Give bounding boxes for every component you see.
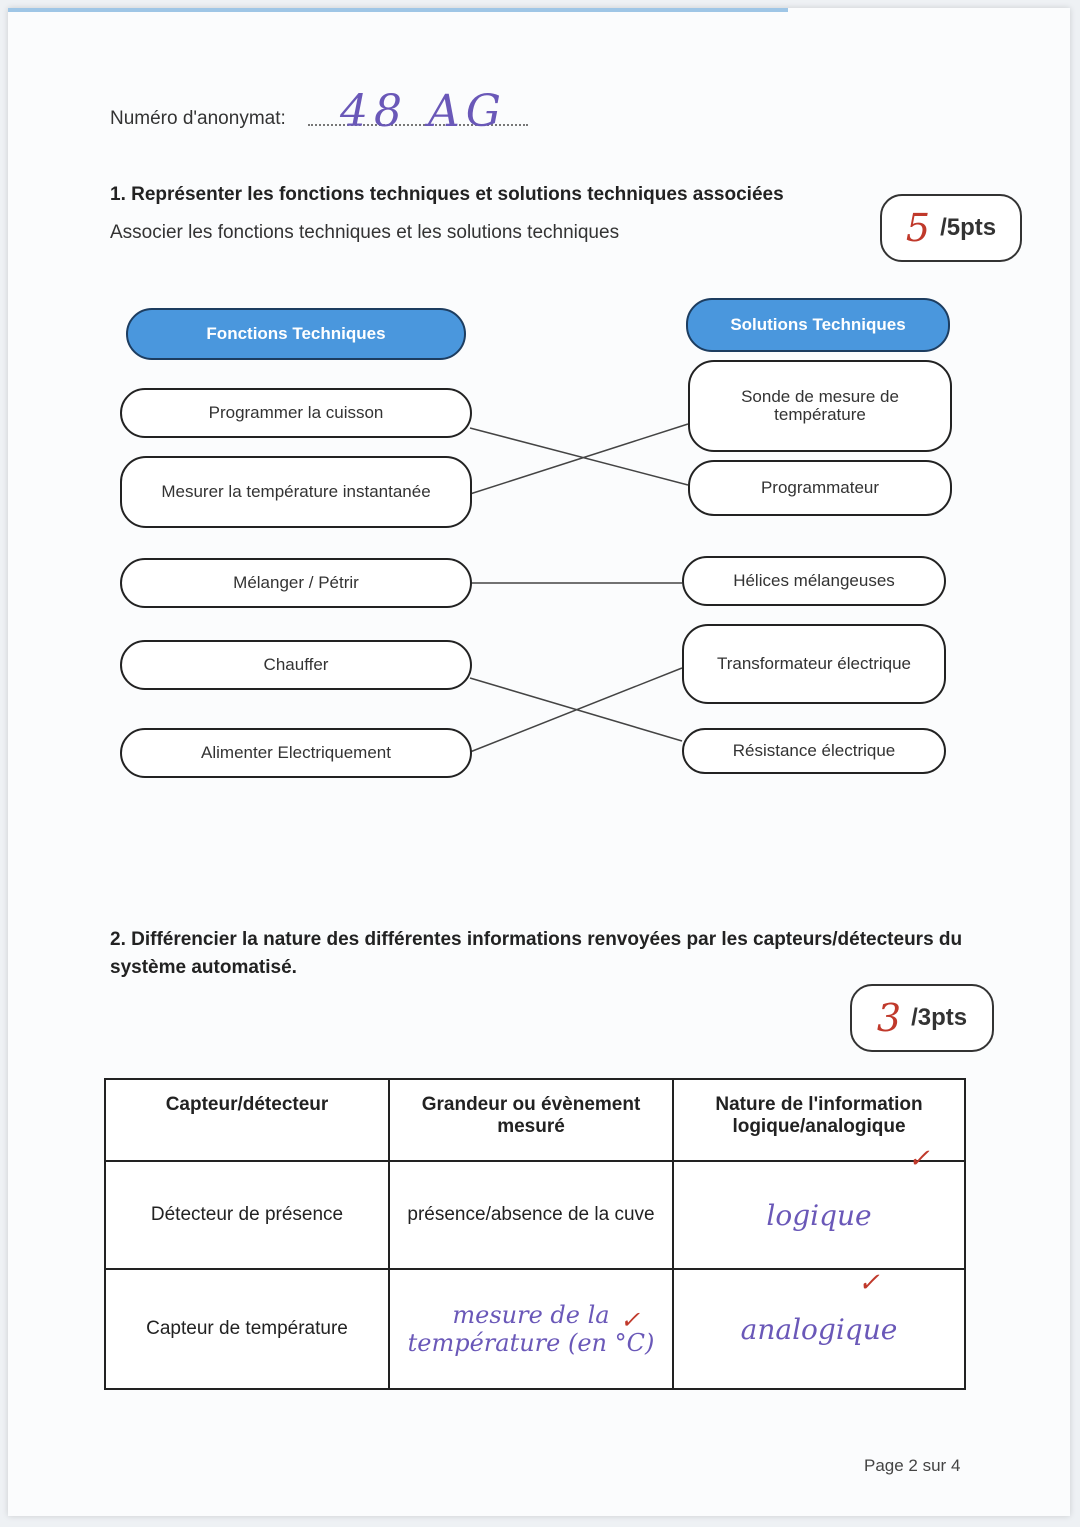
section2-score-value: 3	[876, 996, 902, 1040]
check-mark: ✓	[620, 1306, 641, 1334]
exam-page	[8, 8, 1070, 1516]
section2-score-box	[850, 984, 994, 1052]
measured-cell: mesure de la température (en °C)	[389, 1269, 673, 1389]
section1-score-max: /5pts	[940, 214, 997, 241]
measured-cell: présence/absence de la cuve	[389, 1161, 673, 1269]
nature-cell: analogique	[673, 1269, 965, 1389]
nature-cell: logique	[673, 1161, 965, 1269]
link-mesurer-sonde	[470, 424, 688, 494]
function-item: Chauffer	[120, 640, 472, 690]
solution-item: Programmateur	[688, 460, 952, 516]
page-number: Page 2 sur 4	[864, 1456, 961, 1475]
table-row	[105, 1269, 965, 1389]
solutions-header: Solutions Techniques	[686, 298, 950, 352]
anon-value: 48 AG	[340, 86, 507, 137]
check-mark: ✓	[858, 1268, 880, 1298]
function-item: Mélanger / Pétrir	[120, 558, 472, 608]
section1-title: 1. Représenter les fonctions techniques et solutions techniques associées	[110, 184, 784, 205]
link-programmer-programmateur	[470, 428, 688, 485]
table-row	[105, 1161, 965, 1269]
column-header: Capteur/détecteur	[105, 1079, 389, 1161]
column-header: Nature de l'information logique/analogique	[673, 1079, 965, 1161]
check-mark: ✓	[908, 1144, 930, 1174]
link-alimenter-transformateur	[470, 668, 682, 752]
sensor-cell: Détecteur de présence	[105, 1161, 389, 1269]
section1-score-value: 5	[905, 206, 931, 250]
column-header: Grandeur ou évènement mesuré	[389, 1079, 673, 1161]
solution-item: Sonde de mesure de température	[688, 360, 952, 452]
sensor-table	[104, 1078, 966, 1390]
sensor-cell: Capteur de température	[105, 1269, 389, 1389]
solution-item: Transformateur électrique	[682, 624, 946, 704]
section2-title: 2. Différencier la nature des différentes informations renvoyées par les capteurs/détecteurs du système automatisé.	[110, 929, 963, 978]
anon-label: Numéro d'anonymat:	[110, 108, 286, 129]
section2-score-max: /3pts	[911, 1004, 968, 1031]
table-header-row	[105, 1079, 965, 1161]
function-item: Programmer la cuisson	[120, 388, 472, 438]
function-item: Mesurer la température instantanée	[120, 456, 472, 528]
function-item: Alimenter Electriquement	[120, 728, 472, 778]
solution-item: Résistance électrique	[682, 728, 946, 774]
functions-header: Fonctions Techniques	[126, 308, 466, 360]
section1-subtitle: Associer les fonctions techniques et les solutions techniques	[110, 222, 620, 243]
solution-item: Hélices mélangeuses	[682, 556, 946, 606]
